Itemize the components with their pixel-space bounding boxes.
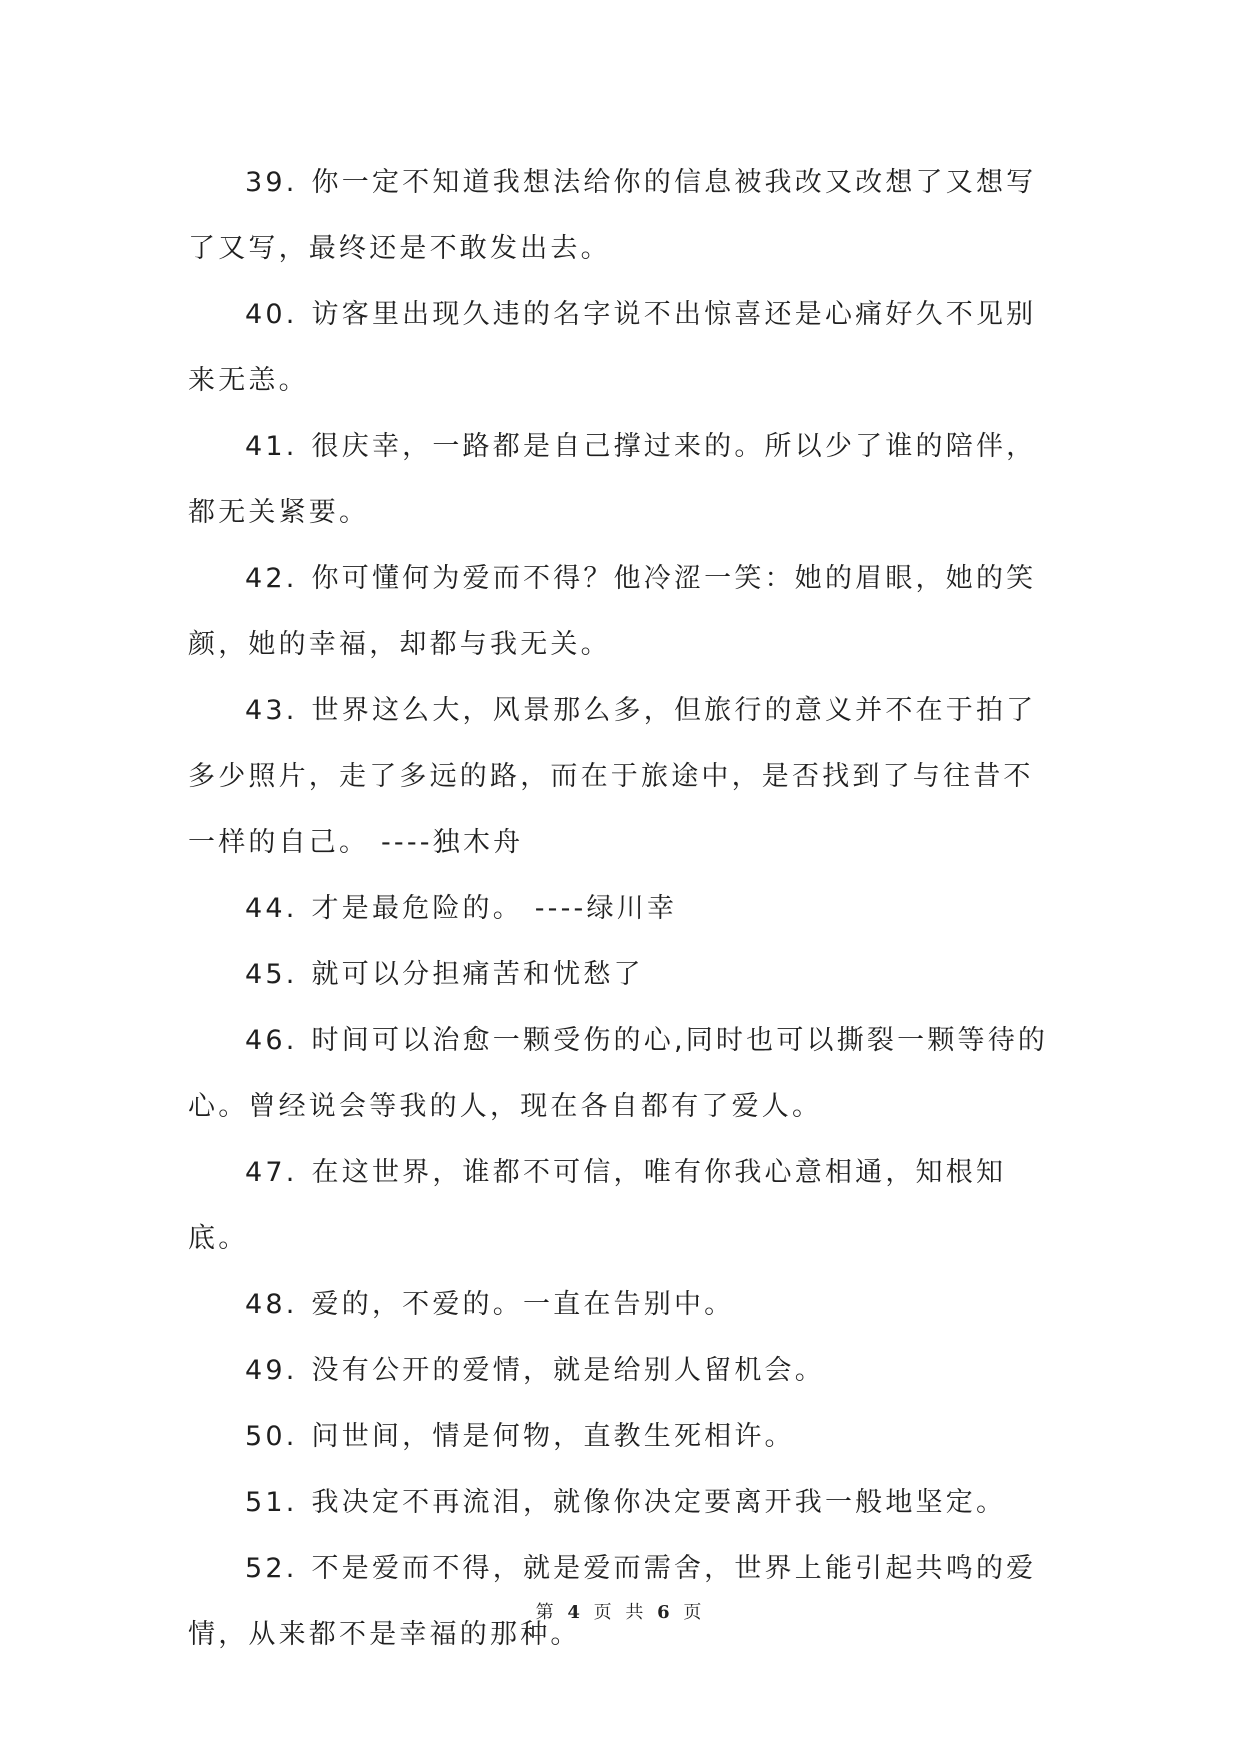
item-text: 时间可以治愈一颗受伤的心,同时也可以撕裂一颗等待的心。曾经说会等我的人，现在各自都有了爱人。 <box>188 1025 1049 1122</box>
list-item <box>188 942 1058 1008</box>
item-number: 48. <box>245 1289 298 1320</box>
list-item <box>188 1140 1058 1272</box>
list-item <box>188 678 1058 876</box>
item-number: 39. <box>245 167 298 198</box>
item-number: 52. <box>245 1553 298 1584</box>
item-text: 世界这么大，风景那么多，但旅行的意义并不在于拍了多少照片，走了多远的路，而在于旅途中，是否找到了与往昔不一样的自己。 ----独木舟 <box>188 695 1037 858</box>
item-text: 你可懂何为爱而不得？他冷涩一笑：她的眉眼，她的笑颜，她的幸福，却都与我无关。 <box>188 563 1037 660</box>
item-number: 41. <box>245 431 298 462</box>
item-text: 没有公开的爱情，就是给别人留机会。 <box>311 1355 825 1386</box>
item-text: 不是爱而不得，就是爱而需舍，世界上能引起共鸣的爱情，从来都不是幸福的那种。 <box>188 1553 1037 1650</box>
item-number: 50. <box>245 1421 298 1452</box>
list-item <box>188 1404 1058 1470</box>
list-item <box>188 1008 1058 1140</box>
item-text: 你一定不知道我想法给你的信息被我改又改想了又想写了又写，最终还是不敢发出去。 <box>188 167 1037 264</box>
list-item <box>188 1470 1058 1536</box>
page-footer <box>0 1598 1241 1624</box>
item-number: 49. <box>245 1355 298 1386</box>
item-text: 在这世界，谁都不可信，唯有你我心意相通，知根知底。 <box>188 1157 1007 1254</box>
item-text: 我决定不再流泪，就像你决定要离开我一般地坚定。 <box>311 1487 1007 1518</box>
item-text: 就可以分担痛苦和忧愁了 <box>311 959 644 990</box>
item-number: 47. <box>245 1157 298 1188</box>
item-text: 问世间，情是何物，直教生死相许。 <box>311 1421 795 1452</box>
item-number: 42. <box>245 563 298 594</box>
item-number: 51. <box>245 1487 298 1518</box>
item-number: 40. <box>245 299 298 330</box>
footer-prefix: 第 <box>535 1602 558 1623</box>
item-text: 很庆幸，一路都是自己撑过来的。所以少了谁的陪伴，都无关紧要。 <box>188 431 1037 528</box>
list-item <box>188 1338 1058 1404</box>
footer-suffix: 页 <box>683 1602 706 1623</box>
item-number: 43. <box>245 695 298 726</box>
list-item <box>188 414 1058 546</box>
current-page-number: 4 <box>567 1602 584 1623</box>
list-item <box>188 876 1058 942</box>
item-number: 44. <box>245 893 298 924</box>
item-text: 访客里出现久违的名字说不出惊喜还是心痛好久不见别来无恙。 <box>188 299 1037 396</box>
document-body <box>188 150 1058 1668</box>
list-item <box>188 546 1058 678</box>
list-item <box>188 282 1058 414</box>
item-text: 才是最危险的。 ----绿川幸 <box>311 893 678 924</box>
list-item <box>188 1272 1058 1338</box>
item-number: 46. <box>245 1025 298 1056</box>
list-item <box>188 150 1058 282</box>
total-page-count: 6 <box>657 1602 674 1623</box>
item-text: 爱的，不爱的。一直在告别中。 <box>311 1289 735 1320</box>
item-number: 45. <box>245 959 298 990</box>
footer-middle: 页 共 <box>593 1602 648 1623</box>
